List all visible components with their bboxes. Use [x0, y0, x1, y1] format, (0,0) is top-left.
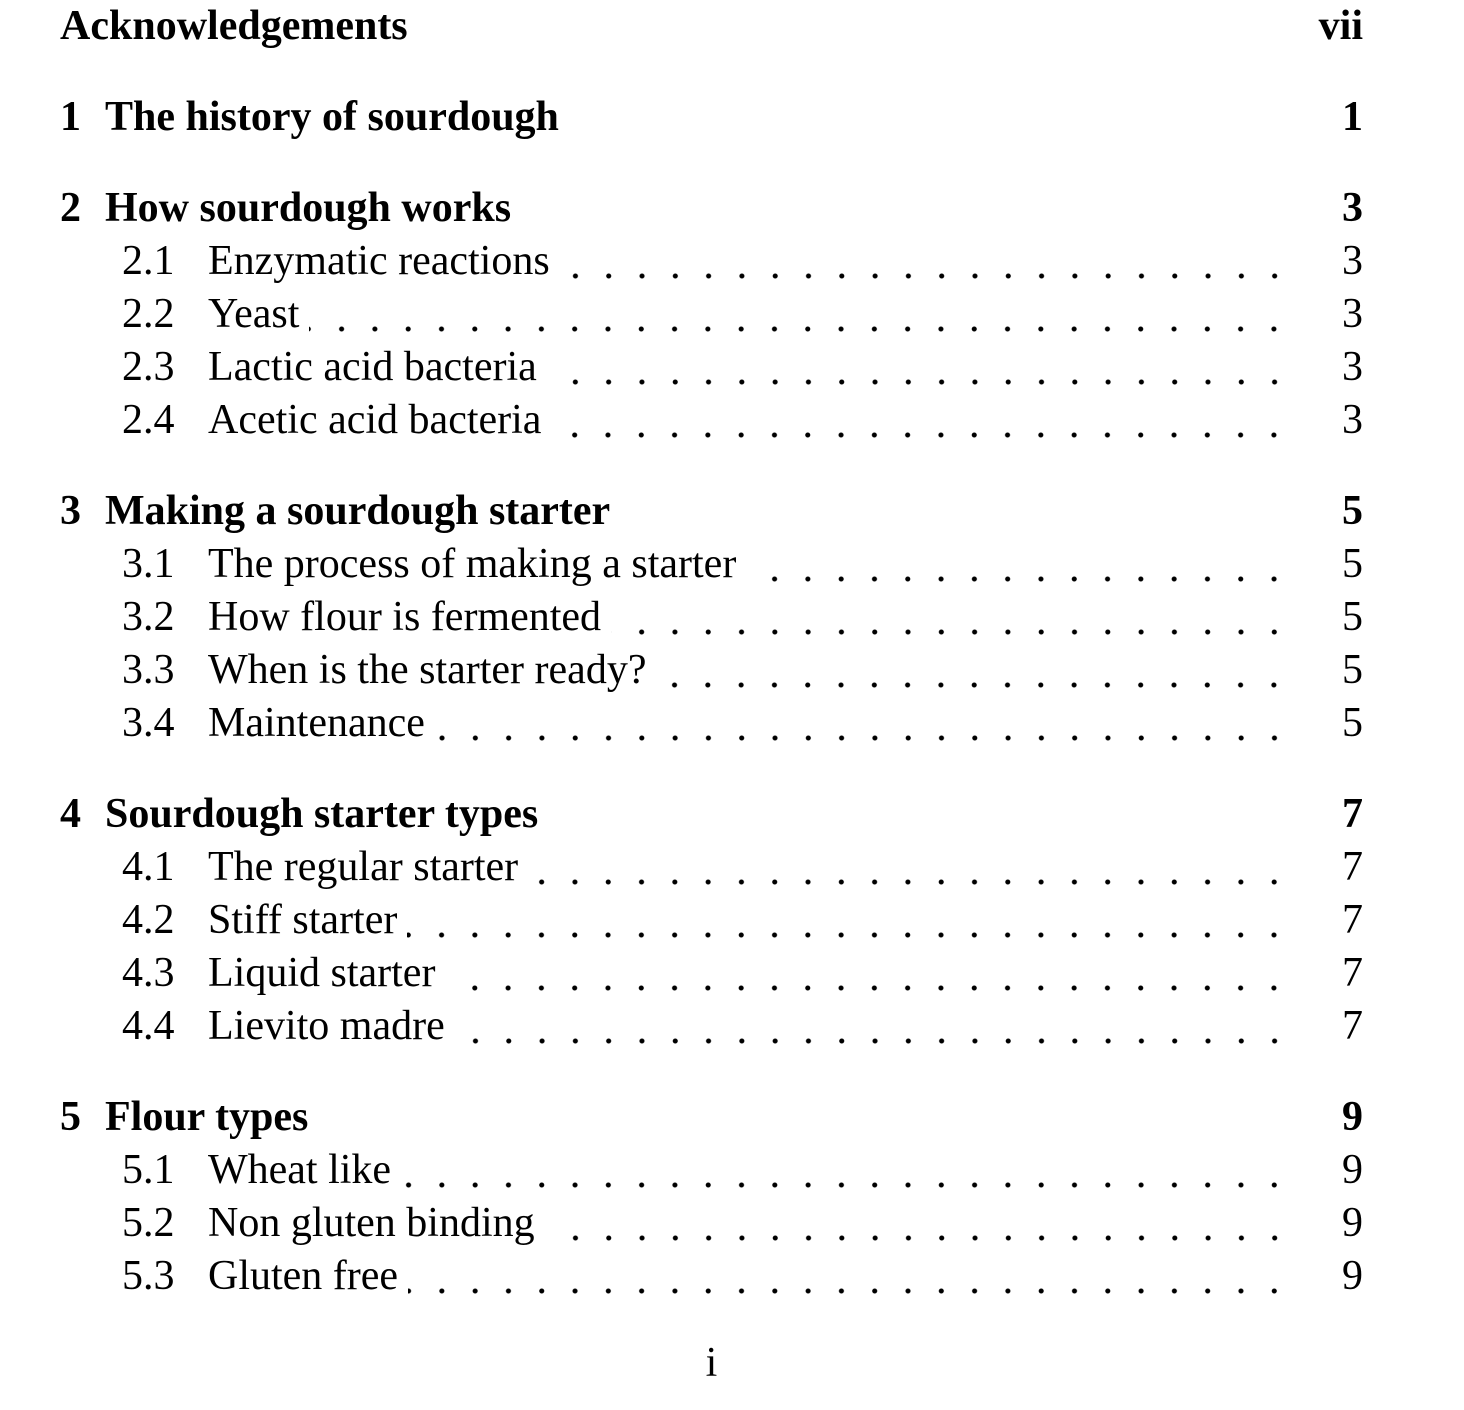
entry-title: Flour types	[105, 1094, 309, 1140]
entry-number: 4	[60, 791, 81, 837]
entry-title: The regular starter	[208, 844, 519, 890]
page-folio: i	[705, 1340, 718, 1386]
leader-spacer	[521, 182, 1291, 235]
entry-page: 1	[1342, 94, 1363, 140]
toc-entry-section[interactable]	[60, 538, 1363, 591]
entry-number: 2.3	[122, 344, 175, 390]
entry-number: 5.2	[122, 1200, 175, 1246]
toc-entry-section[interactable]	[60, 841, 1363, 894]
toc-entry-section[interactable]	[60, 1000, 1363, 1053]
entry-page: 3	[1342, 185, 1363, 231]
dot-leader	[545, 1197, 1291, 1250]
toc-entry-section[interactable]	[60, 1144, 1363, 1197]
entry-title: The process of making a starter	[208, 541, 737, 587]
entry-title: Sourdough starter types	[105, 791, 539, 837]
entry-page: 7	[1342, 844, 1363, 890]
entry-page: 7	[1342, 950, 1363, 996]
entry-page: 3	[1342, 397, 1363, 443]
dot-leader	[611, 591, 1291, 644]
dot-leader	[435, 697, 1291, 750]
entry-number: 4.3	[122, 950, 175, 996]
entry-page: 5	[1342, 594, 1363, 640]
entry-page: 5	[1342, 647, 1363, 693]
dot-leader	[746, 538, 1291, 591]
entry-number: 5	[60, 1094, 81, 1140]
toc-entry-chapter[interactable]	[60, 1091, 1363, 1144]
entry-page: 9	[1342, 1253, 1363, 1299]
entry-page: 5	[1342, 700, 1363, 746]
toc-entry-section[interactable]	[60, 894, 1363, 947]
toc-entry-section[interactable]	[60, 235, 1363, 288]
entry-title: Non gluten binding	[208, 1200, 535, 1246]
entry-page: 9	[1342, 1200, 1363, 1246]
toc-entry-section[interactable]	[60, 1250, 1363, 1303]
entry-page: 9	[1342, 1147, 1363, 1193]
chapter-block-2	[60, 182, 1363, 447]
entry-title: Liquid starter	[208, 950, 436, 996]
entry-title: How flour is fermented	[208, 594, 602, 640]
frontmatter-block	[60, 0, 1363, 53]
leader-spacer	[548, 788, 1291, 841]
entry-number: 1	[60, 94, 81, 140]
entry-page: 7	[1342, 791, 1363, 837]
entry-title: How sourdough works	[105, 185, 512, 231]
toc-entry-section[interactable]	[60, 947, 1363, 1000]
entry-title: Gluten free	[208, 1253, 399, 1299]
entry-number: 3.1	[122, 541, 175, 587]
entry-title: Wheat like	[208, 1147, 392, 1193]
entry-title: Acknowledgements	[60, 3, 408, 49]
toc-entry-section[interactable]	[60, 644, 1363, 697]
entry-page: 5	[1342, 541, 1363, 587]
entry-title: Enzymatic reactions	[208, 238, 550, 284]
dot-leader	[407, 894, 1291, 947]
toc-entry-section[interactable]	[60, 341, 1363, 394]
toc-entry-section[interactable]	[60, 697, 1363, 750]
entry-number: 2.2	[122, 291, 175, 337]
toc-entry-section[interactable]	[60, 394, 1363, 447]
toc-entry-chapter[interactable]	[60, 182, 1363, 235]
entry-number: 3.2	[122, 594, 175, 640]
entry-number: 4.2	[122, 897, 175, 943]
toc-entry-section[interactable]	[60, 1197, 1363, 1250]
entry-number: 3	[60, 488, 81, 534]
entry-number: 3.4	[122, 700, 175, 746]
entry-number: 5.1	[122, 1147, 175, 1193]
toc-entry-chapter[interactable]	[60, 788, 1363, 841]
dot-leader	[551, 394, 1291, 447]
toc-entry-frontmatter[interactable]	[60, 0, 1363, 53]
leader-spacer	[569, 91, 1291, 144]
entry-page: 3	[1342, 238, 1363, 284]
entry-number: 2.4	[122, 397, 175, 443]
dot-leader	[455, 1000, 1291, 1053]
dot-leader	[445, 947, 1291, 1000]
entry-title: Lievito madre	[208, 1003, 445, 1049]
entry-number: 2	[60, 185, 81, 231]
entry-page: 9	[1342, 1094, 1363, 1140]
entry-number: 2.1	[122, 238, 175, 284]
chapter-block-5	[60, 1091, 1363, 1303]
leader-spacer	[620, 485, 1291, 538]
entry-title: Acetic acid bacteria	[208, 397, 542, 443]
entry-title: Yeast	[208, 291, 300, 337]
entry-number: 4.1	[122, 844, 175, 890]
leader-spacer	[318, 1091, 1291, 1144]
chapter-block-1	[60, 91, 1363, 144]
entry-page: 7	[1342, 897, 1363, 943]
entry-page: 7	[1342, 1003, 1363, 1049]
entry-title: Stiff starter	[208, 897, 398, 943]
leader-spacer	[418, 0, 1291, 53]
entry-page: 5	[1342, 488, 1363, 534]
chapter-block-3	[60, 485, 1363, 750]
entry-title: When is the starter ready?	[208, 647, 647, 693]
toc-entry-section[interactable]	[60, 288, 1363, 341]
dot-leader	[309, 288, 1291, 341]
toc-entry-chapter[interactable]	[60, 91, 1363, 144]
chapter-block-4	[60, 788, 1363, 1053]
entry-title: Lactic acid bacteria	[208, 344, 537, 390]
dot-leader	[560, 235, 1291, 288]
toc-entry-section[interactable]	[60, 591, 1363, 644]
entry-number: 3.3	[122, 647, 175, 693]
dot-leader	[528, 841, 1291, 894]
entry-title: The history of sourdough	[105, 94, 559, 140]
entry-title: Maintenance	[208, 700, 425, 746]
entry-page: 3	[1342, 291, 1363, 337]
entry-number: 5.3	[122, 1253, 175, 1299]
entry-number: 4.4	[122, 1003, 175, 1049]
dot-leader	[656, 644, 1291, 697]
entry-page: vii	[1318, 3, 1363, 49]
dot-leader	[408, 1250, 1291, 1303]
toc-entry-chapter[interactable]	[60, 485, 1363, 538]
dot-leader	[547, 341, 1291, 394]
entry-page: 3	[1342, 344, 1363, 390]
entry-title: Making a sourdough starter	[105, 488, 611, 534]
dot-leader	[401, 1144, 1291, 1197]
